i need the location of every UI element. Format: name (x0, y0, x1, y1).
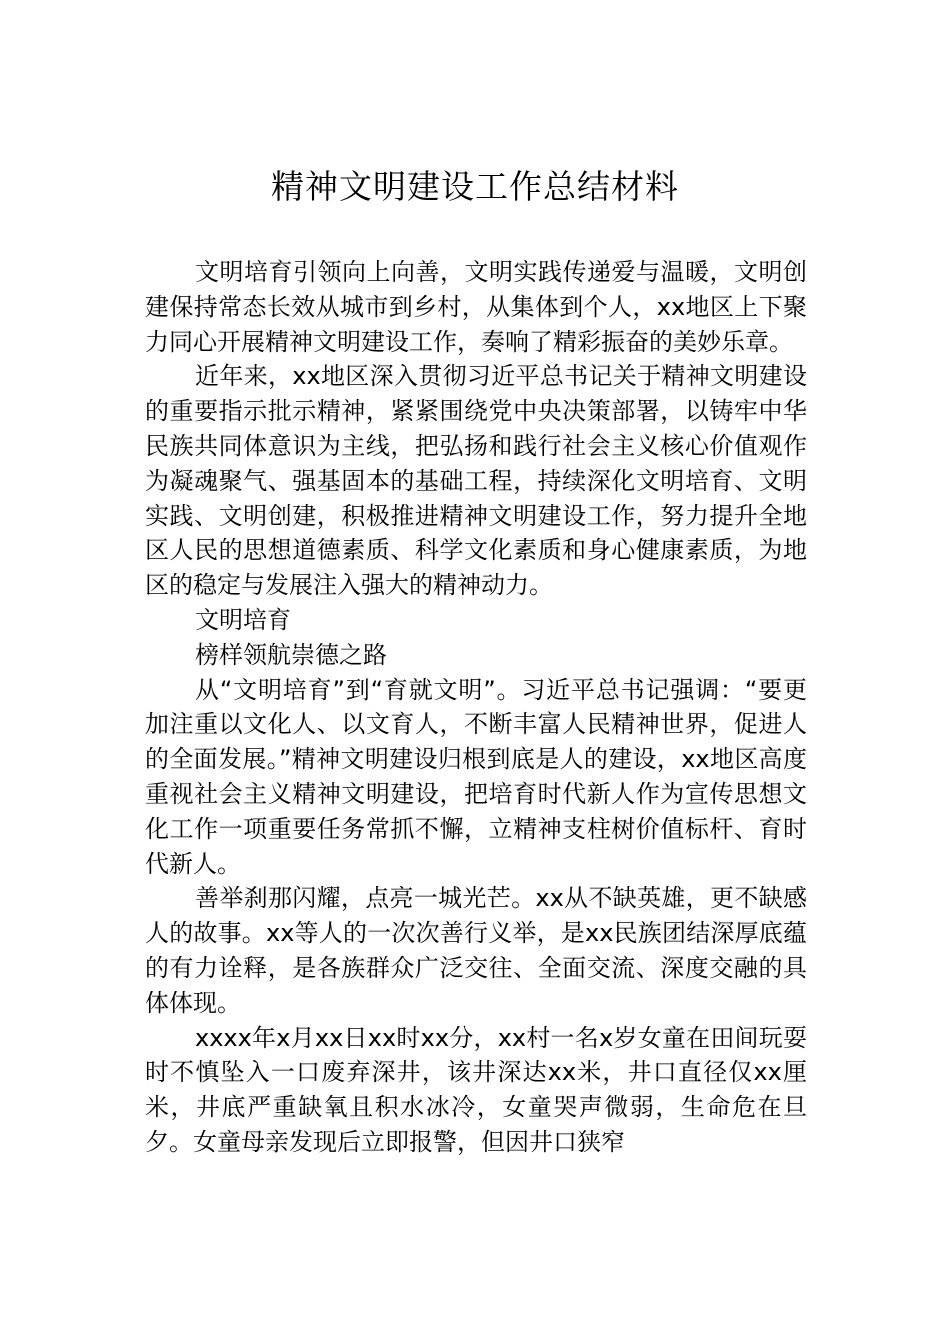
paragraph-cultivation: 从“文明培育”到“育就文明”。习近平总书记强调：“要更加注重以文化人、以文育人，不断丰富人民精神世界，促进人的全面发展。”精神文明建设归根到底是人的建设，xx地区高度重视社会主义精神文明建设，把培育时代新人作为宣传思想文化工作一项重要任务常抓不懈，立精神支柱树价值标杆、育时代新人。 (145, 675, 807, 878)
paragraph-intro: 文明培育引领向上向善，文明实践传递爱与温暖，文明创建保持常态长效从城市到乡村，从集体到个人，xx地区上下聚力同心开展精神文明建设工作，奏响了精彩振奋的美妙乐章。 (145, 258, 807, 356)
subsection-heading: 榜样领航崇德之路 (195, 640, 387, 669)
document-title: 精神文明建设工作总结材料 (271, 167, 679, 206)
paragraph-rescue-story: xxxx年x月xx日xx时xx分，xx村一名x岁女童在田间玩耍时不慎坠入一口废弃深井，该井深达xx米，井口直径仅xx厘米，井底严重缺氧且积水冰冷，女童哭声微弱，生命危在旦夕。女童母亲发现后立即报警，但因井口狭窄 (145, 1023, 807, 1156)
paragraph-overview: 近年来，xx地区深入贯彻习近平总书记关于精神文明建设的重要指示批示精神，紧紧围绕党中央决策部署，以铸牢中华民族共同体意识为主线，把弘扬和践行社会主义核心价值观作为凝魂聚气、强基固本的基础工程，持续深化文明培育、文明实践、文明创建，积极推进精神文明建设工作，努力提升全地区人民的思想道德素质、科学文化素质和身心健康素质，为地区的稳定与发展注入强大的精神动力。 (145, 362, 807, 600)
paragraph-good-deeds: 善举刹那闪耀，点亮一城光芒。xx从不缺英雄，更不缺感人的故事。xx等人的一次次善行义举，是xx民族团结深厚底蕴的有力诠释，是各族群众广泛交往、全面交流、深度交融的具体体现。 (145, 884, 807, 1017)
section-heading: 文明培育 (195, 605, 291, 634)
document-body (145, 255, 807, 1160)
